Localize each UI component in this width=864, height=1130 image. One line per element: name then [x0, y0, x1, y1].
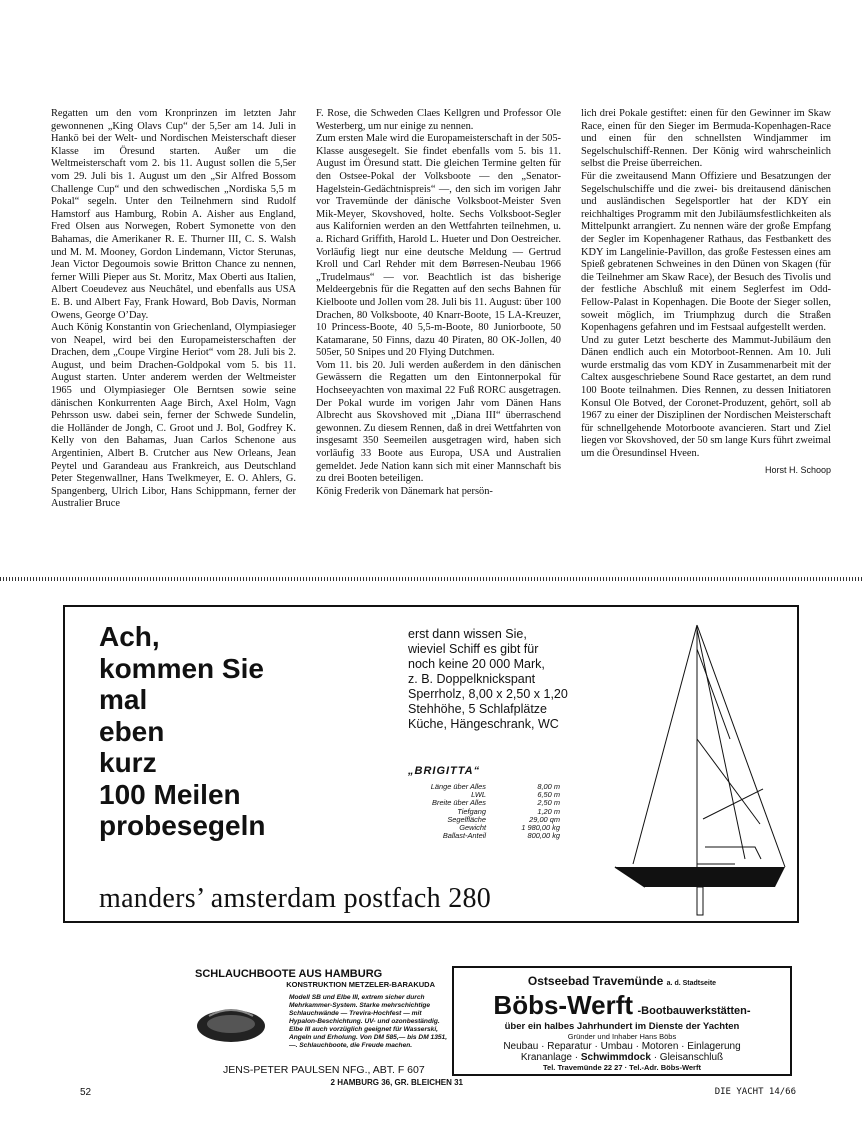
paragraph: lich drei Pokale gestiftet: einen für den Gewinner im Skaw Race, einen für den Sieger im Bermuda-Kopenhagen-Race und einen für den schnellsten Windjammer im Segelschulschiff-Rennen. Der König wird wahrscheinlich selbst die Preise überreichen.: [581, 108, 831, 170]
headline-line: kurz: [99, 747, 157, 778]
paulsen-ad: [195, 968, 463, 1087]
spec-row: Segelfläche 29,00 qm: [447, 814, 560, 824]
ad-body: erst dann wissen Sie, wieviel Schiff es gibt für noch keine 20 000 Mark, z. B. Doppelknickspant Sperrholz, 8,00 x 2,50 x 1,20 Stehhöhe, 5 Schlafplätze Küche, Hängeschrank, WC: [408, 627, 568, 731]
ad-place: Ostseebad Travemünde a. d. Stadtseite: [527, 974, 717, 988]
ad-founder: Gründer und Inhaber Hans Böbs: [567, 1032, 677, 1041]
dinghy-image-icon: [195, 998, 267, 1050]
sailboat-drawing-icon: [585, 619, 790, 919]
ad-services: Krananlage · Schwimmdock · Gleisanschluß: [520, 1052, 724, 1063]
headline-line: mal: [99, 684, 148, 715]
ad-title: SCHLAUCHBOOTE AUS HAMBURG: [195, 968, 383, 980]
spec-row: LWL 6,50 m: [471, 790, 560, 800]
ad-brand: Böbs-Werft -Bootbauwerkstätten-: [493, 990, 751, 1020]
paragraph: Auch König Konstantin von Griechenland, Olympiasieger von Neapel, wird bei den Europameisterschaften der Drachen, dem „Coupe Virgine Heriot“ vom 28. Juli bis 2. August, und beim Drachen-Goldpokal vom 5. bis 11. August starten. Unter anderem werden der Weltmeister 1965 und Olympiasieger Ole Berntsen sowie seine dänischen Konkurrenten Aage Birch, Axel Holm, Vagn Pehrsson usw. dabei sein, ferner der Schwede Sundelin, die Holländer de Jongh, C. Groot und J. Bol, Godfrey K. Kelly von den Bahamas, Juan Carlos Schenone aus Argentinien, Albert B. Crutcher aus New Orleans, Jean Peytel und Garandeau aus Frankreich, aus Deutschland Peter Stegenwallner, Hans Twelkmeyer, E. O. Ahlers, G. Spangenberg, Ulrich Libor, Hans Schippmann, ferner der Australier Bruce: [51, 322, 296, 510]
spec-row: Gewicht 1 980,00 kg: [459, 823, 560, 833]
article-column-3: [581, 108, 831, 476]
headline-line: probesegeln: [99, 810, 266, 841]
author-signature: Horst H. Schoop: [764, 464, 831, 475]
paragraph: Und zu guter Letzt bescherte des Mammut-Jubiläum den Dänen endlich auch ein Motorboot-Rennen. Am 10. Juli wurde erstmalig das vom KDY in Zusammenarbeit mit der Caltex ausgeschriebene Sound Race gestartet, an dem rund 100 Boote teilnahmen. Dies Rennen, zu dessen Initiatoren Konsul Ole Botved, der Coronet-Produzent, gehört, soll ab 1967 zu einer der Disziplinen der Nordischen Meisterschaft für schnellgehende Motorboote avancieren. Start und Ziel liegen vor Skovshoved, der 50 sm lange Kurs führt zweimal um die Öresundinsel Hveen.: [581, 334, 831, 460]
ad-headline: [99, 621, 265, 842]
boebs-werft-ad: [452, 966, 792, 1076]
manders-ad: [63, 605, 799, 923]
paragraph: Zum ersten Male wird die Europameisterschaft in der 505-Klasse ausgesegelt. Sie findet ebenfalls vom 5. bis 11. August im Öresund statt. Die gleichen Termine gelten für den Ostsee-Pokal der Volksboote — den „Senator-Hagelstein-Gedächtnispreis“ —, den sich im vorigen Jahr vor Travemünde der dänische Volksboot-Meister Sven Mik-Meyer, Skovshoved, holte. Sechs Volksboot-Segler aus Kalifornien werden an den Wettfahrten teilnehmen, u. a. Richard Griffith, Harold L. Hueter und Don Oestreicher. Vorläufig liegt nur eine deutsche Meldung — Gertrud Kroll und Carl Rehder mit dem Børresen-Neubau 1966 „Trudelmaus“ — vor. Beachtlich ist das bisherige Meldeergebnis für die Regatten auf den sechs Bahnen für Kielboote und Jollen vom 28. Juli bis 11. August: über 100 Drachen, 80 Volksboote, 40 Knarr-Boote, 15 LA-Kreuzer, 10 Princess-Boote, 40 5,5-m-Boote, 80 Juniorboote, 50 Katamarane, 50 Finns, dazu 40 Piraten, 80 OK-Jollen, 40 505er, 50 Snipes und 20 Flying Dutchmen.: [316, 133, 561, 359]
ad-services: Neubau · Reparatur · Umbau · Motoren · Einlagerung: [503, 1041, 741, 1052]
ad-contact: Tel. Travemünde 22 27 · Tel.-Adr. Böbs-Werft: [543, 1063, 701, 1072]
boat-name: „BRIGITTA“: [408, 765, 481, 777]
spec-row: Breite über Alles 2,50 m: [432, 798, 560, 808]
magazine-issue: DIE YACHT 14/66: [714, 1087, 796, 1097]
paragraph: Für die zweitausend Mann Offiziere und Besatzungen der Segelschulschiffe und die zwei- bis dreitausend dänischen und ausländischen Segelsportler hat der KDY ein reichhaltiges Programm mit den Jubiläumsfestlichkeiten als Mittelpunkt arrangiert. Zu nennen wäre der große Empfang der Segler im Kopenhagener Rathaus, das Festbankett des KDY im Langelinie-Pavillon, das große Festessen eines am Spieß gebratenen Schweines in den Dünen von Skagen (für die Teilnehmer am Skaw Race), der Besuch des Tivolis und der festliche Abschluß mit einem Seglerfest im Odd-Fellow-Palast in Kopenhagen. Die Boote der Sieger sollen, soweit möglich, im Triumphzug durch die Straßen Kopenhagens gefahren und im Festsaal aufgestellt werden.: [581, 170, 831, 334]
company-address: 2 HAMBURG 36, GR. BLEICHEN 31: [330, 1078, 463, 1087]
ad-subtitle: KONSTRUKTION METZELER-BARAKUDA: [286, 980, 435, 989]
article-column-2: [316, 108, 561, 498]
boat-specs: [408, 783, 560, 840]
spec-row: Tiefgang 1,20 m: [457, 806, 560, 816]
paragraph: König Frederik von Dänemark hat persön-: [316, 485, 493, 497]
divider: [0, 577, 864, 581]
ad-tagline: über ein halbes Jahrhundert im Dienste der Yachten: [504, 1021, 740, 1032]
spec-row: Ballast-Anteil 800,00 kg: [442, 831, 560, 841]
page-number: 52: [80, 1087, 92, 1098]
company-name: JENS-PETER PAULSEN NFG., ABT. F 607: [223, 1064, 425, 1076]
headline-line: 100 Meilen: [99, 778, 241, 810]
ad-body: Modell SB und Elbe III, extrem sicher durch Mehrkammer-System. Starke mehrschichtige Schlauchwände — Trevira-Hochfest — mit Hypalon-Beschichtung. UV- und ozonbeständig. Elbe III auch vorzüglich geeignet für Wasserski, Angeln und Erholung. Von DM 585,— bis DM 1351,—. Schlauchboote, die Freude machen.: [289, 994, 448, 1049]
ad-address: manders’ amsterdam postfach 280: [99, 883, 492, 914]
headline-line: kommen Sie: [99, 652, 264, 684]
paragraph: Vom 11. bis 20. Juli werden außerdem in den dänischen Gewässern die Regatten um den Eintonnerpokal für Hochseeyachten von maximal 22 Fuß RORC ausgetragen. Der Pokal wurde im vorigen Jahr vom Dänen Hans Albrecht aus Skovshoved mit „Diana III“ überraschend gewonnen. Zu diesem Rennen, daß in drei Wettfahrten von insgesamt 350 Seemeilen ausgetragen wird, haben sich vorläufig 33 Boote aus Europa, USA und Australien gemeldet. Jede Nation kann sich mit einer Mannschaft bis zu drei Booten beteiligen.: [316, 359, 561, 485]
paragraph: Regatten um den vom Kronprinzen im letzten Jahr gewonnenen „King Olavs Cup“ der 5,5er am 14. Juli in Hankö bei der Welt- und Nordischen Meisterschaft dieser Klasse im Öresund starten. Außer um die Weltmeisterschaft vom 2. bis 11. August sollen die 5,5er vom 29. Juli bis 1. August um den „Sir Alfred Bossom Challenge Cup“ und den schwedischen „Nordiska 5,5 m Pokal“ segeln. Unter den Teilnehmern sind Rudolf Hamstorf aus Hamburg, Robin A. Aisher aus England, Fred Olsen aus Norwegen, Robert Symonette von den Bahamas, die Amerikaner R. E. Thurner III, C. S. Walsh und M. M. Mooney, Gordon Lindemann, Victor Sterunas, Jean Victor Degoumois sowie Britton Chance zu nennen, ferner Willi Pieper aus St. Moritz, Max Oberti aus Italien, Albert Coeudevez aus Neuchâtel, und ebenfalls aus USA E. B. und Albert Fay, Frank Howard, Bob Davis, Norman Owens, George O’Day.: [51, 108, 296, 321]
headline-line: eben: [99, 715, 165, 747]
spec-row: Länge über Alles 8,00 m: [430, 782, 560, 791]
paragraph: F. Rose, die Schweden Claes Kellgren und Professor Ole Westerberg, um nur einige zu nennen.: [316, 108, 561, 132]
article-column-1: [51, 108, 296, 511]
headline-line: Ach,: [99, 621, 160, 652]
